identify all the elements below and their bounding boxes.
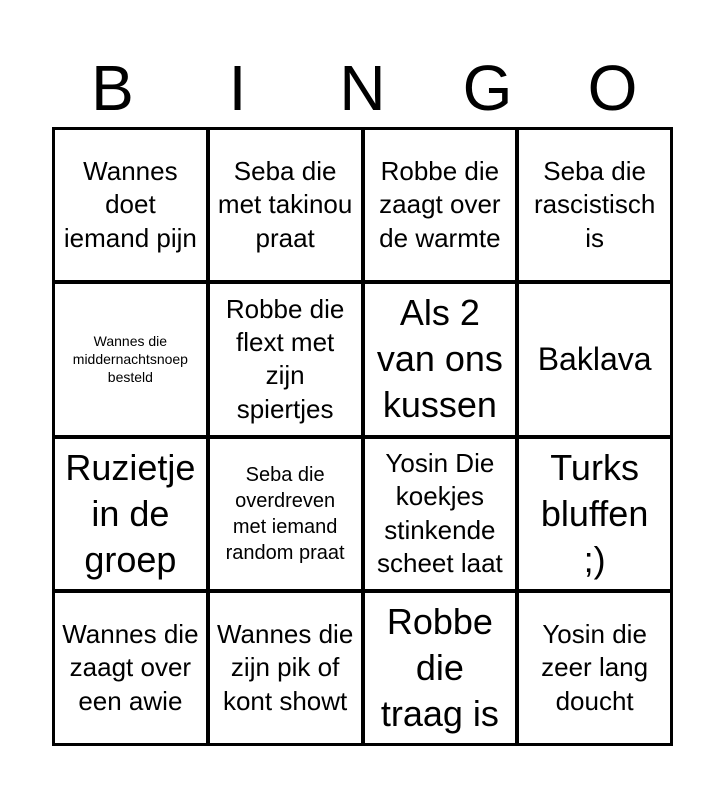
header-letter-o: O <box>587 52 638 124</box>
bingo-cell-r2c2[interactable]: Robbe die flext met zijn spiertjes <box>210 284 361 434</box>
bingo-cell-r4c3[interactable]: Robbe die traag is <box>365 593 516 743</box>
bingo-cell-r2c1[interactable]: Wannes die middernachtsnoep besteld <box>55 284 206 434</box>
header-letter-i: I <box>228 52 247 124</box>
bingo-cell-r4c4[interactable]: Yosin die zeer lang doucht <box>519 593 670 743</box>
bingo-cell-r2c3[interactable]: Als 2 van ons kussen <box>365 284 516 434</box>
bingo-cell-r3c3[interactable]: Yosin Die koekjes stinkende scheet laat <box>365 439 516 589</box>
bingo-cell-r4c1[interactable]: Wannes die zaagt over een awie <box>55 593 206 743</box>
bingo-cell-r1c2[interactable]: Seba die met takinou praat <box>210 130 361 280</box>
header-letter-g: G <box>462 52 513 124</box>
bingo-cell-r3c1[interactable]: Ruzietje in de groep <box>55 439 206 589</box>
bingo-cell-r3c2[interactable]: Seba die overdreven met iemand random praat <box>210 439 361 589</box>
header-letter-n: N <box>339 52 386 124</box>
bingo-header <box>50 50 675 126</box>
bingo-cell-r1c4[interactable]: Seba die rascistisch is <box>519 130 670 280</box>
bingo-board <box>52 127 673 746</box>
header-letter-b: B <box>91 52 134 124</box>
bingo-cell-r4c2[interactable]: Wannes die zijn pik of kont showt <box>210 593 361 743</box>
bingo-cell-r2c4[interactable]: Baklava <box>519 284 670 434</box>
bingo-cell-r1c3[interactable]: Robbe die zaagt over de warmte <box>365 130 516 280</box>
bingo-cell-r1c1[interactable]: Wannes doet iemand pijn <box>55 130 206 280</box>
bingo-cell-r3c4[interactable]: Turks bluffen ;) <box>519 439 670 589</box>
